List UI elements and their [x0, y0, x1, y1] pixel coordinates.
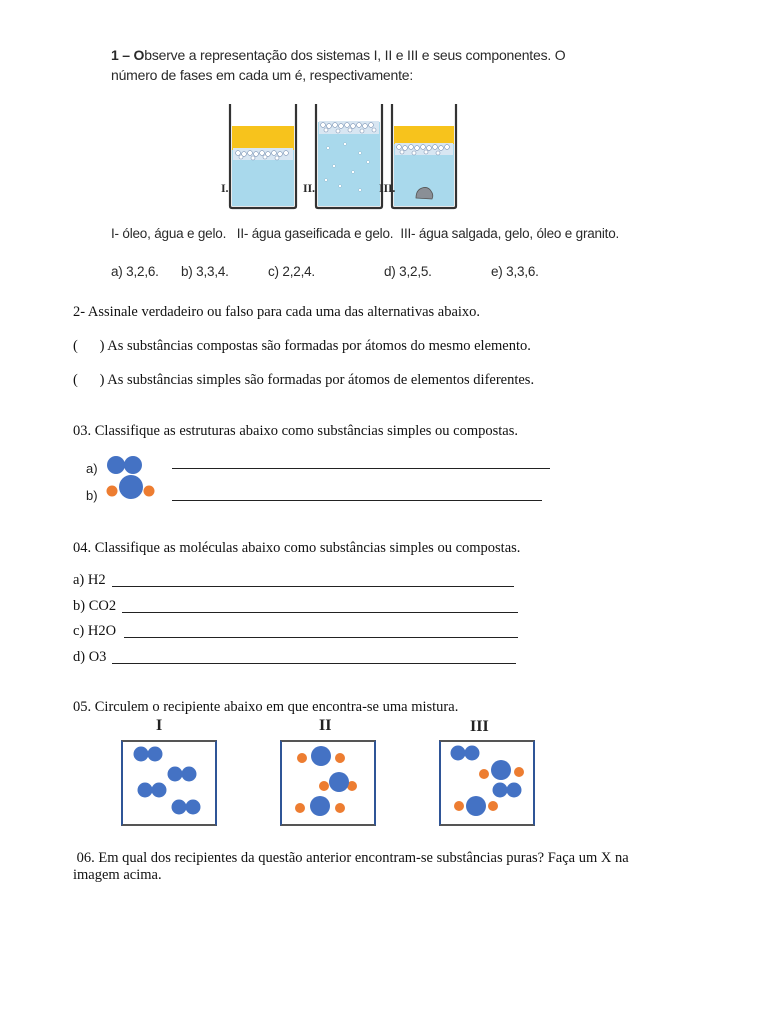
q5-title: 05. Circulem o recipiente abaixo em que encontra-se uma mistura. [73, 699, 459, 715]
beakers-illustration [210, 98, 470, 210]
q2-item-2: ( ) As substâncias simples são formadas por átomos de elementos diferentes. [73, 372, 535, 388]
q4-item-h2o: c) H2O [73, 623, 117, 639]
q2-item-1: ( ) As substâncias compostas são formadas por átomos do mesmo elemento. [73, 338, 531, 354]
q4-answer-line-co2[interactable] [122, 612, 518, 613]
beaker-i [230, 104, 296, 208]
beaker-label-iii: III. [379, 181, 396, 195]
container-ii-molecules [282, 742, 374, 824]
container-label-ii: II [319, 717, 332, 734]
q3-title: 03. Classifique as estruturas abaixo como substâncias simples ou compostas. [73, 423, 518, 439]
q2-title: 2- Assinale verdadeiro ou falso para cada uma das alternativas abaixo. [73, 304, 481, 320]
molecule-a [107, 456, 142, 474]
beaker-ii [316, 104, 382, 208]
q4-answer-line-h2[interactable] [112, 586, 514, 587]
q1-option-c: c) 2,2,4. [268, 264, 315, 279]
q3-label-b: b) [86, 488, 98, 503]
q3-answer-line-b[interactable] [172, 500, 542, 501]
q4-answer-line-o3[interactable] [112, 663, 516, 664]
container-ii[interactable] [280, 740, 376, 826]
q6-line-2: imagem acima. [73, 867, 162, 883]
container-i-molecules [123, 742, 215, 824]
beaker-iii [392, 104, 456, 208]
q3-answer-line-a[interactable] [172, 468, 550, 469]
q4-answer-line-h2o[interactable] [124, 637, 518, 638]
q3-molecules [103, 454, 159, 502]
q4-title: 04. Classifique as moléculas abaixo como substâncias simples ou compostas. [73, 540, 521, 556]
q1-title: 1 – Observe a representação dos sistemas I, II e III e seus componentes. O número de fases em cada um é, respectivamente: [111, 47, 566, 83]
q1-option-b: b) 3,3,4. [181, 264, 229, 279]
q1-option-d: d) 3,2,5. [384, 264, 432, 279]
molecule-b [107, 475, 155, 499]
q1-option-a: a) 3,2,6. [111, 264, 159, 279]
container-iii-molecules [441, 742, 533, 824]
beaker-label-ii: II. [303, 181, 315, 195]
beaker-label-i: I. [221, 181, 229, 195]
container-i[interactable] [121, 740, 217, 826]
container-label-i: I [156, 717, 163, 734]
container-label-iii: III [470, 718, 489, 735]
q4-item-co2: b) CO2 [73, 598, 117, 614]
q1-option-e: e) 3,3,6. [491, 264, 539, 279]
q4-item-o3: d) O3 [73, 649, 107, 665]
q6-line-1: 06. Em qual dos recipientes da questão anterior encontram-se substâncias puras? Faça um X na [73, 850, 629, 866]
q3-label-a: a) [86, 461, 98, 476]
q1-description: I- óleo, água e gelo. II- água gaseificada e gelo. III- água salgada, gelo, óleo e granito. [111, 226, 620, 241]
q4-item-h2: a) H2 [73, 572, 106, 588]
container-iii[interactable] [439, 740, 535, 826]
